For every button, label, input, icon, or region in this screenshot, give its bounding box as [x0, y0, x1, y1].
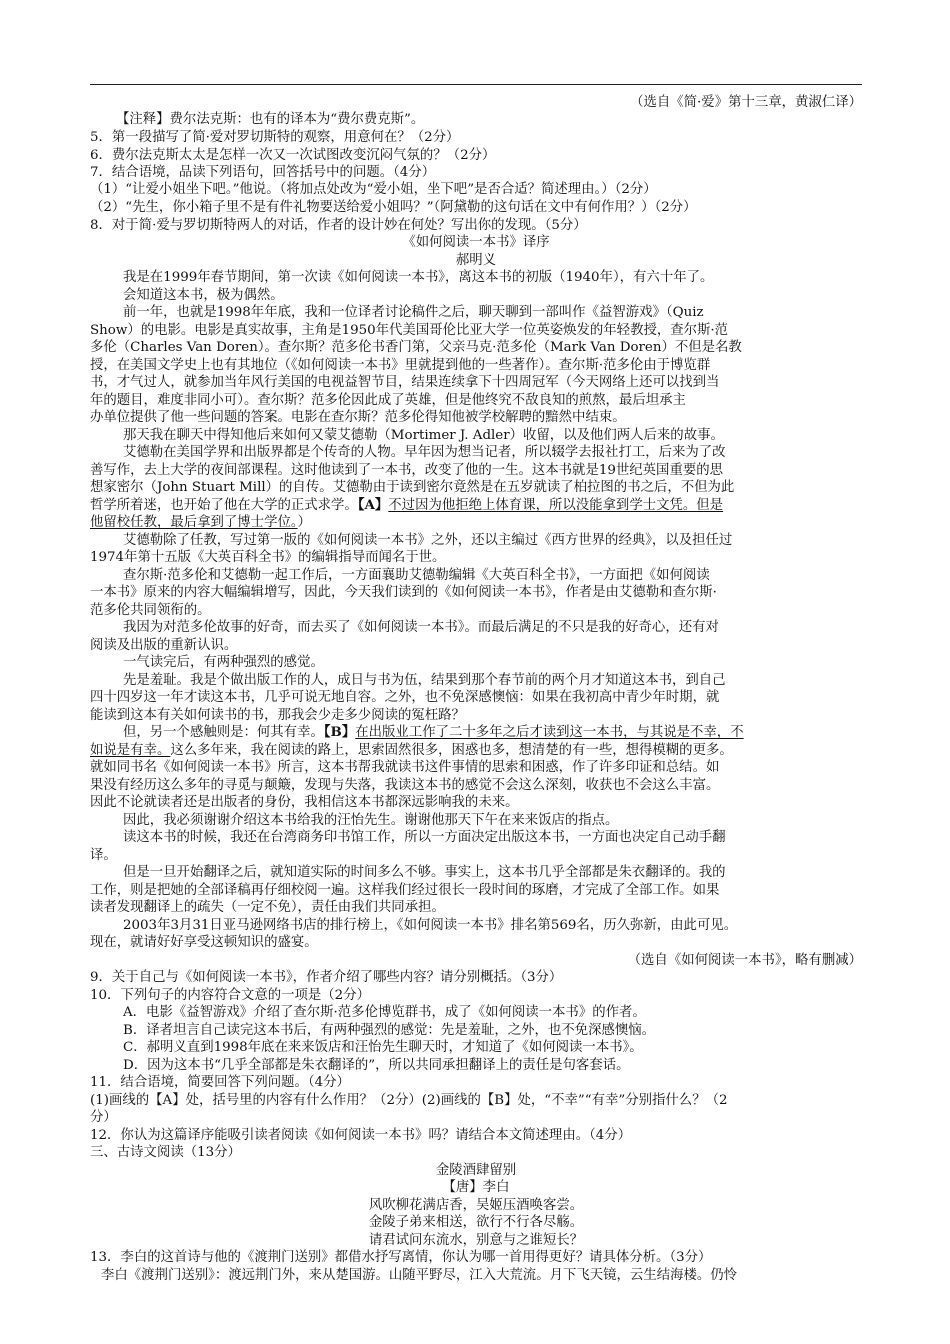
paragraph-line: 读这本书的时候，我还在台湾商务印书馆工作，所以一方面决定出版这本书，一方面也决定自己动手翻: [123, 830, 726, 845]
paragraph-line: 授，在美国文学史上也有其地位（《如何阅读一本书》里就提到他的一些著作）。查尔斯·范多伦由于博览群: [90, 358, 711, 373]
paragraph-line: 就如同书名《如何阅读一本书》所言，这本书帮我就读书这件事情的思索和困惑，作了许多印证和总结。如: [90, 760, 720, 775]
source-citation: （选自《如何阅读一本书》，略有删减）: [627, 953, 862, 968]
question-7: 7．结合语境，品读下列语句，回答括号中的问题。（4分）: [90, 165, 436, 180]
paragraph-line: 但是一旦开始翻译之后，就知道实际的时间多么不够。事实上，这本书几乎全部都是朱衣翻译的。我的: [123, 865, 726, 880]
paragraph-line: 四十四岁这一年才读这本书，几乎可说无地自容。之外，也不免深感懊恼：如果在我初高中青少年时期，就: [90, 690, 720, 705]
essay-author: 郝明义: [455, 253, 497, 268]
paragraph-line: 范多伦共同领衔的。: [90, 603, 211, 618]
paragraph-line: 现在，就请好好享受这顿知识的盛宴。: [90, 935, 318, 950]
paragraph-line: 想家密尔（John Stuart Mill）的自传。艾德勒由于读到密尔竟然是在五岁就读了柏拉图的书之后，不但为此: [90, 480, 735, 495]
paragraph-line: 我是在1999年春节期间，第一次读《如何阅读一本书》，离这本书的初版（1940年），有六十年了。: [123, 270, 714, 285]
note: 【注释】费尔法克斯：也有的译本为“费尔费克斯”。: [116, 112, 425, 127]
paragraph-line: 先是羞耻。我是个做出版工作的人，成日与书为伍，结果到那个春节前的两个月才知道这本书，到自己: [123, 673, 726, 688]
question-12: 12．你认为这篇译序能吸引读者阅读《如何阅读一本书》吗？请结合本文简述理由。（4分）: [90, 1128, 632, 1143]
paragraph-line: 善写作，去上大学的夜间部课程。这时他读到了一本书，改变了他的一生。这本书就是19世纪英国重要的思: [90, 463, 724, 478]
paragraph-line: 果没有经历这么多年的寻觅与颠簸，发现与失落，我读这本书的感觉不会这么深刻，收获也不会这么丰富。: [90, 778, 720, 793]
paragraph-line: [90, 497, 723, 514]
paragraph-line: 书，才气过人，就参加当年风行美国的电视益智节目，结果连续拿下十四周冠军（今天网络上还可以找到当: [90, 375, 720, 390]
reference-poem: 李白《渡荆门送别》：渡远荆门外，来从楚国游。山随平野尽，江入大荒流。月下飞天镜，云生结海楼。仍怜: [101, 1268, 738, 1283]
paragraph-line: [123, 724, 744, 741]
paragraph-line: 我因为对范多伦故事的好奇，而去买了《如何阅读一本书》。而最后满足的不只是我的好奇心，还有对: [123, 620, 719, 635]
poem-author: 【唐】李白: [442, 1180, 510, 1195]
paragraph-text: ）: [297, 515, 311, 530]
option-b: B．译者坦言自己读完这本书后，有两种强烈的感觉：先是羞耻，之外，也不免深感懊恼。: [123, 1023, 656, 1038]
paragraph-line: 工作，则是把她的全部译稿再仔细校阅一遍。这样我们经过很长一段时间的琢磨，才完成了全部工作。如果: [90, 883, 720, 898]
paragraph-line: 艾德勒除了任教，写过第一版的《如何阅读一本书》之外，还以主编过《西方世界的经典》，以及担任过: [123, 533, 733, 548]
paragraph-line: 因此不论就读者还是出版者的身份，我相信这本书都深远影响我的未来。: [90, 795, 519, 810]
underlined-sentence-a: 不过因为他拒绝上体育课，所以没能拿到学士文凭。但是: [388, 498, 724, 513]
option-c: C．郝明义直到1998年底在来来饭店和汪怡先生聊天时，才知道了《如何阅读一本书》。: [123, 1040, 643, 1055]
paragraph-line: 多伦（Charles Van Doren）。查尔斯？范多伦书香门第，父亲马克·范多伦（Mark Van Doren）不但是名教: [90, 340, 742, 355]
option-a: A．电影《益智游戏》介绍了查尔斯·范多伦博览群书，成了《如何阅读一本书》的作者。: [123, 1005, 646, 1020]
poem-line: 风吹柳花满店香，吴姬压酒唤客尝。: [368, 1198, 584, 1213]
poem-line: 金陵子弟来相送，欲行不行各尽觞。: [368, 1215, 584, 1230]
paragraph-line: 一本书》原来的内容大幅编辑增写，因此，今天我们读到的《如何阅读一本书》，作者是由艾德勒和查尔斯·: [90, 585, 717, 600]
poem-line: 请君试问东流水，别意与之谁短长？: [368, 1233, 584, 1248]
section-heading: 三、古诗文阅读（13分）: [90, 1145, 241, 1160]
marker-b: 【B】: [323, 724, 356, 740]
header-rule: [90, 84, 862, 85]
paragraph-line: 译。: [90, 848, 117, 863]
paragraph-line: 前一年，也就是1998年年底，我和一位译者讨论稿件之后，聊天聊到一部叫作《益智游戏》（Quiz: [123, 305, 704, 320]
essay-title: 《如何阅读一本书》译序: [402, 235, 550, 250]
underlined-sentence-a-cont: 他留校任教，最后拿到了博士学位。: [90, 515, 298, 530]
question-7-1: （1）“让爱小姐坐下吧。”他说。（将加点处改为“爱小姐，坐下吧”是否合适？简述理由。）（2分）: [90, 182, 657, 197]
source-citation: （选自《简·爱》第十三章，黄淑仁译）: [630, 95, 862, 110]
paragraph-line: Show）的电影。电影是真实故事，主角是1950年代美国哥伦比亚大学一位英姿焕发的年轻教授，查尔斯·范: [90, 323, 729, 338]
question-13: 13．李白的这首诗与他的《渡荆门送别》都借水抒写离情，你认为哪一首用得更好？请具体分析。（3分）: [90, 1250, 712, 1265]
paragraph-line: 1974年第十五版《大英百科全书》的编辑指导而闻名于世。: [90, 550, 446, 565]
paragraph-text: 哲学所着迷，也开始了他在大学的正式求学。: [90, 498, 358, 513]
paragraph-line: [90, 742, 733, 759]
paragraph-line: 年的题目，难度非同小可）。查尔斯？范多伦因此成了英雄，但是他终究不敌良知的煎熬，最后坦承主: [90, 393, 686, 408]
question-8: 8．对于简·爱与罗切斯特两人的对话，作者的设计妙在何处？写出你的发现。（5分）: [90, 218, 587, 233]
question-11-parts-cont: 分）: [90, 1110, 117, 1125]
question-7-2: （2）“先生，你小箱子里不是有件礼物要送给爱小姐吗？”（阿黛勒的这句话在文中有何作用？）（2分）: [90, 200, 697, 215]
paragraph-line: 查尔斯·范多伦和艾德勒一起工作后，一方面襄助艾德勒编辑《大英百科全书》，一方面把《如何阅读: [123, 568, 710, 583]
paragraph-line: 2003年3月31日亚马逊网络书店的排行榜上，《如何阅读一本书》排名第569名，历久弥新，由此可见。: [123, 918, 738, 933]
question-11-parts: (1)画线的【A】处，括号里的内容有什么作用？（2分）(2)画线的【B】处，“不幸”“有幸”分别指什么？（2: [90, 1093, 728, 1108]
question-6: 6．费尔法克斯太太是怎样一次又一次试图改变沉闷气氛的？（2分）: [90, 148, 496, 163]
paragraph-line: 阅读及出版的重新认识。: [90, 638, 238, 653]
underlined-sentence-b-cont: 如说是有幸。: [90, 743, 171, 758]
paragraph-text: 这么多年来，我在阅读的路上，思索固然很多，困惑也多，想清楚的有一些，想得模糊的更多。: [170, 743, 733, 758]
paragraph-text: 但，另一个感触则是：何其有幸。: [123, 725, 324, 740]
paragraph-line: 读者发现翻译上的疏失（一定不免），责任由我们共同承担。: [90, 900, 445, 915]
question-10: 10．下列句子的内容符合文意的一项是（2分）: [90, 988, 370, 1003]
paragraph-line: 办单位提供了他一些问题的答案。电影在查尔斯？范多伦得知他被学校解聘的黯然中结束。: [90, 410, 626, 425]
paragraph-line: 因此，我必须谢谢介绍这本书给我的汪怡先生。谢谢他那天下午在来来饭店的指点。: [123, 813, 619, 828]
paragraph-line: 艾德勒在美国学界和出版界都是个传奇的人物。早年因为想当记者，所以辍学去报社打工，后来为了改: [123, 445, 726, 460]
question-11: 11．结合语境，简要回答下列问题。（4分）: [90, 1075, 350, 1090]
paragraph-line: 那天我在聊天中得知他后来如何又蒙艾德勒（Mortimer J. Adler）收留，以及他们两人后来的故事。: [123, 428, 724, 443]
marker-a: 【A】: [357, 497, 389, 513]
paragraph-line: [90, 514, 311, 531]
paragraph-line: 能读到这本有关如何读书的书，那我会少走多少阅读的冤枉路？: [90, 708, 465, 723]
underlined-sentence-b: 在出版业工作了二十多年之后才读到这一本书，与其说是不幸，不: [355, 725, 744, 740]
paragraph-line: 一气读完后，有两种强烈的感觉。: [123, 655, 324, 670]
paragraph-line: 会知道这本书，极为偶然。: [123, 288, 284, 303]
poem-title: 金陵酒肆留别: [435, 1163, 517, 1178]
option-d: D．因为这本书“几乎全部都是朱衣翻译的”，所以共同承担翻译上的责任是句客套话。: [123, 1058, 630, 1073]
question-9: 9．关于自己与《如何阅读一本书》，作者介绍了哪些内容？请分别概括。（3分）: [90, 970, 563, 985]
question-5: 5．第一段描写了简·爱对罗切斯特的观察，用意何在？（2分）: [90, 130, 460, 145]
